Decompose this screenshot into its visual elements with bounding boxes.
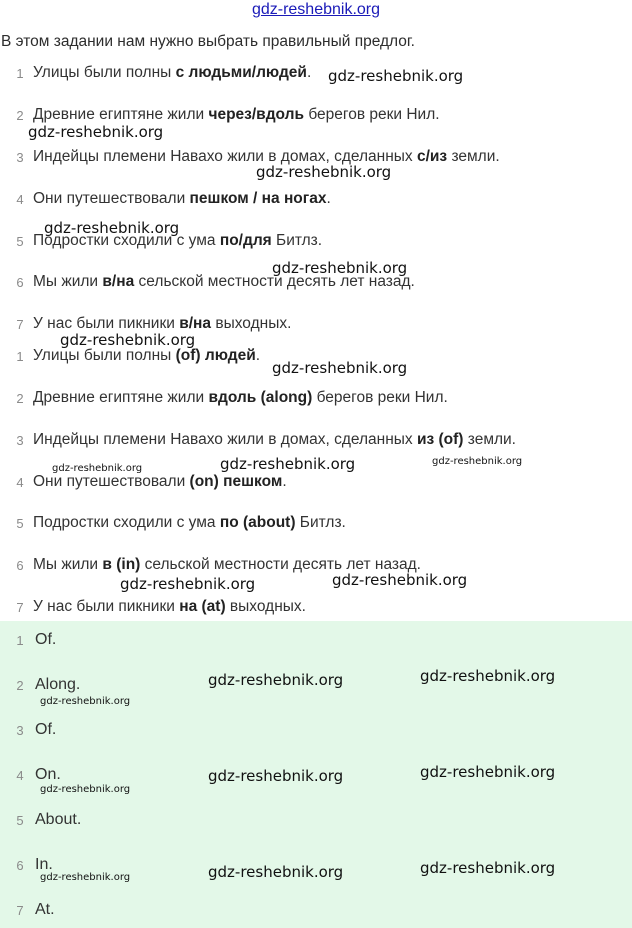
watermark: gdz-reshebnik.org	[52, 463, 143, 474]
item-number: 6	[16, 858, 24, 873]
task-intro: В этом задании нам нужно выбрать правильный предлог.	[1, 33, 415, 50]
item-number: 2	[16, 108, 24, 123]
item-number: 6	[16, 275, 24, 290]
answer-text: At.	[35, 901, 55, 918]
watermark: gdz-reshebnik.org	[28, 123, 164, 141]
watermark: gdz-reshebnik.org	[420, 763, 556, 781]
watermark: gdz-reshebnik.org	[44, 219, 180, 237]
watermark: gdz-reshebnik.org	[256, 163, 392, 181]
watermark: gdz-reshebnik.org	[208, 863, 344, 881]
item-number: 3	[16, 433, 24, 448]
item-number: 7	[16, 903, 24, 918]
answer-text: About.	[35, 811, 82, 828]
item-number: 1	[16, 66, 24, 81]
item-number: 2	[16, 678, 24, 693]
watermark: gdz-reshebnik.org	[40, 784, 131, 795]
watermark: gdz-reshebnik.org	[272, 259, 408, 277]
watermark: gdz-reshebnik.org	[40, 872, 131, 883]
item-number: 6	[16, 558, 24, 573]
item-number: 7	[16, 317, 24, 332]
item-number: 3	[16, 723, 24, 738]
answer-text: Along.	[35, 676, 81, 693]
watermark: gdz-reshebnik.org	[272, 359, 408, 377]
item-number: 4	[16, 192, 24, 207]
item-number: 1	[16, 633, 24, 648]
answer-text: On.	[35, 766, 61, 783]
watermark: gdz-reshebnik.org	[40, 696, 131, 707]
watermark: gdz-reshebnik.org	[332, 571, 468, 589]
item-number: 7	[16, 600, 24, 615]
item-number: 4	[16, 475, 24, 490]
answer-text: In.	[35, 856, 53, 873]
watermark: gdz-reshebnik.org	[208, 767, 344, 785]
watermark: gdz-reshebnik.org	[420, 667, 556, 685]
watermark: gdz-reshebnik.org	[208, 671, 344, 689]
watermark: gdz-reshebnik.org	[420, 859, 556, 877]
watermark: gdz-reshebnik.org	[60, 331, 196, 349]
watermark: gdz-reshebnik.org	[120, 575, 256, 593]
item-number: 4	[16, 768, 24, 783]
item-number: 5	[16, 813, 24, 828]
watermark: gdz-reshebnik.org	[432, 456, 523, 467]
item-number: 5	[16, 234, 24, 249]
item-number: 1	[16, 349, 24, 364]
item-number: 2	[16, 391, 24, 406]
answer-text: Of.	[35, 631, 57, 648]
item-number: 3	[16, 150, 24, 165]
site-header-link[interactable]: gdz-reshebnik.org	[251, 1, 381, 18]
item-number: 5	[16, 516, 24, 531]
answer-text: Of.	[35, 721, 57, 738]
watermark: gdz-reshebnik.org	[220, 455, 356, 473]
watermark: gdz-reshebnik.org	[328, 67, 464, 85]
